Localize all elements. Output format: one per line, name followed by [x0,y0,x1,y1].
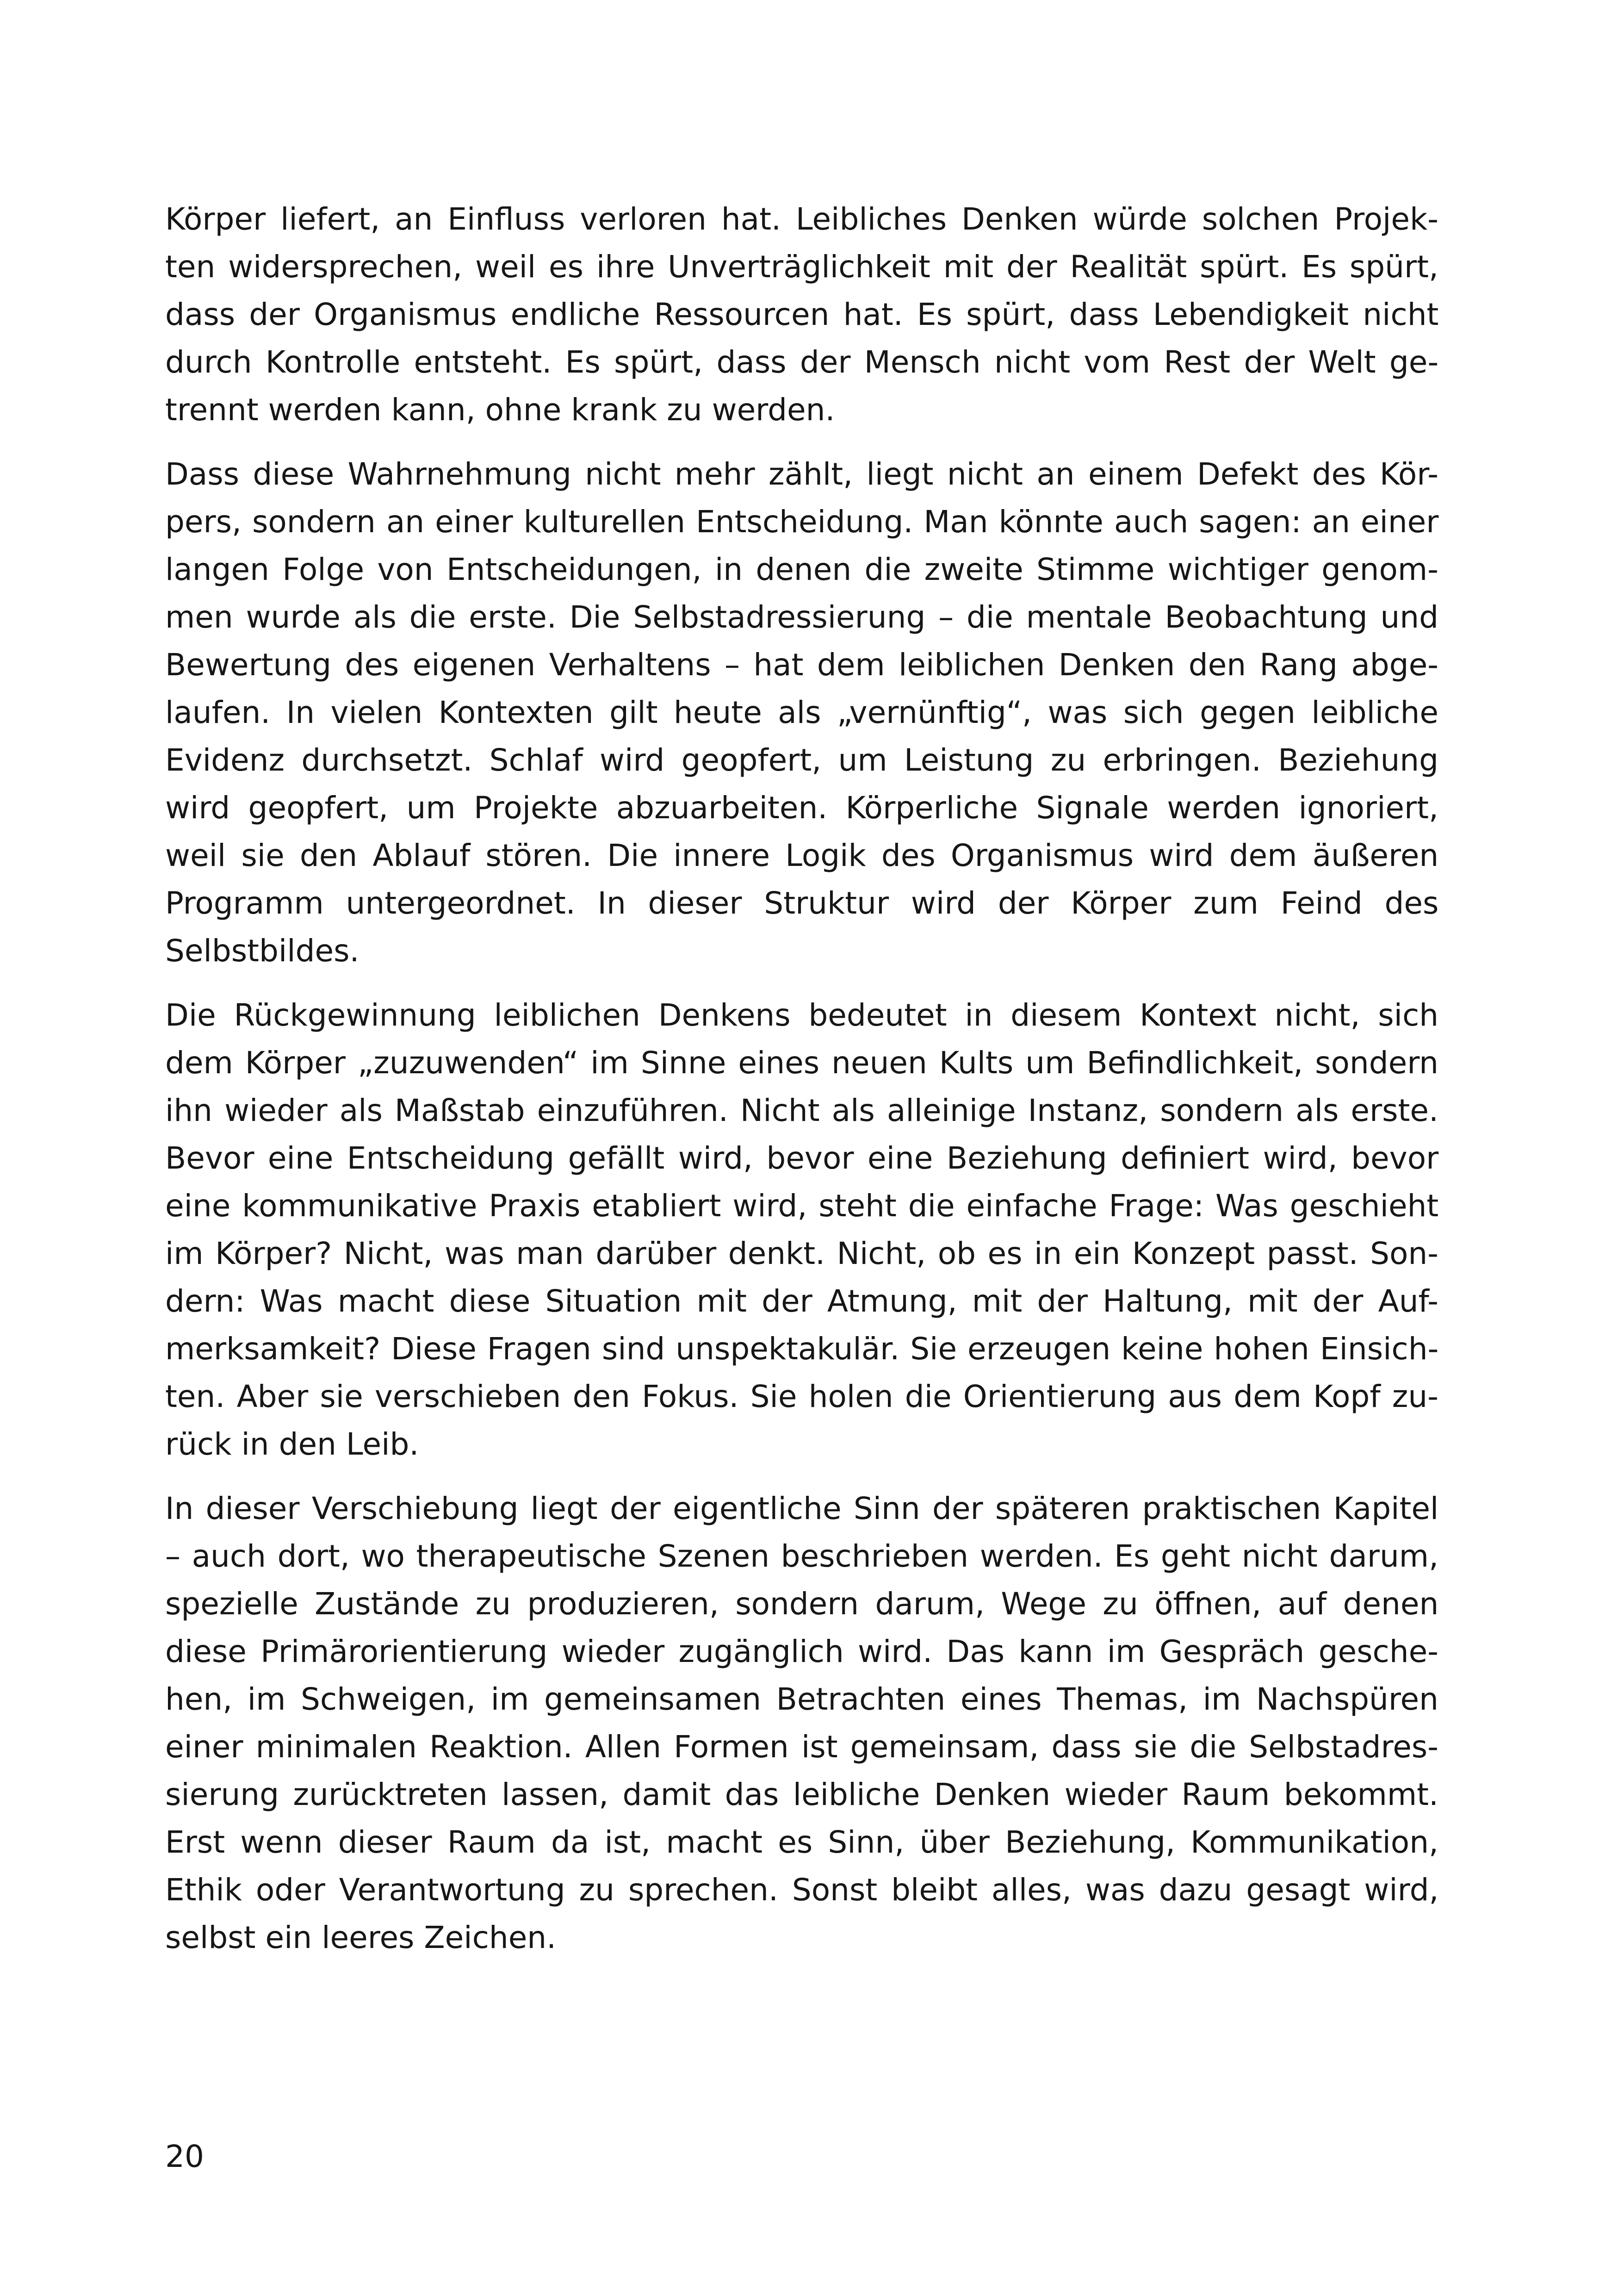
text-line: langen Folge von Entscheidungen, in denen die zweite Stimme wichtiger genom- [165,552,1438,587]
text-line: eine kommunikative Praxis etabliert wird, steht die einfache Frage: Was geschieht [165,1188,1439,1224]
text-line: – auch dort, wo therapeutische Szenen beschrieben werden. Es geht nicht darum, [165,1538,1439,1574]
text-line: trennt werden kann, ohne krank zu werden. [165,392,835,428]
paragraph-4 [165,1485,1438,1961]
text-line: ihn wieder als Maßstab einzuführen. Nicht als alleinige Instanz, sondern als erste. [165,1093,1439,1128]
paragraph-2 [165,450,1438,975]
text-line: selbst ein leeres Zeichen. [165,1920,557,1955]
text-line: diese Primärorientierung wieder zugänglich wird. Das kann im Gespräch gesche- [165,1634,1438,1669]
text-line: spezielle Zustände zu produzieren, sondern darum, Wege zu öffnen, auf denen [165,1586,1439,1622]
text-line: Programm untergeordnet. In dieser Struktur wird der Körper zum Feind des [165,885,1439,921]
text-line: laufen. In vielen Kontexten gilt heute als „vernünftig“, was sich gegen leibliche [165,695,1438,730]
text-line: einer minimalen Reaktion. Allen Formen ist gemeinsam, dass sie die Selbstadres- [165,1729,1438,1765]
text-line: Selbstbildes. [165,933,360,969]
text-line: Erst wenn dieser Raum da ist, macht es Sinn, über Beziehung, Kommunikation, [165,1824,1438,1860]
text-line: dass der Organismus endliche Ressourcen hat. Es spürt, dass Lebendigkeit nicht [165,297,1439,332]
text-line: Die Rückgewinnung leiblichen Denkens bedeutet in diesem Kontext nicht, sich [165,997,1439,1033]
text-line: hen, im Schweigen, im gemeinsamen Betrachten eines Themas, im Nachspüren [165,1681,1438,1717]
text-line: ten. Aber sie verschieben den Fokus. Sie holen die Orientierung aus dem Kopf zu- [165,1379,1438,1414]
body-text [165,195,1438,1978]
text-line: Ethik oder Verantwortung zu sprechen. Sonst bleibt alles, was dazu gesagt wird, [165,1872,1439,1908]
text-line: weil sie den Ablauf stören. Die innere Logik des Organismus wird dem äußeren [165,838,1439,873]
text-line: ten widersprechen, weil es ihre Unverträglichkeit mit der Realität spürt. Es spürt, [165,249,1438,285]
text-line: durch Kontrolle entsteht. Es spürt, dass der Mensch nicht vom Rest der Welt ge- [165,344,1439,380]
page-number: 20 [165,2139,204,2174]
text-line: wird geopfert, um Projekte abzuarbeiten. Körperliche Signale werden ignoriert, [165,790,1438,826]
text-line: Bewertung des eigenen Verhaltens – hat dem leiblichen Denken den Rang abge- [165,647,1438,683]
text-line: dem Körper „zuzuwenden“ im Sinne eines neuen Kults um Befindlichkeit, sondern [165,1045,1438,1081]
text-line: Körper liefert, an Einfluss verloren hat. Leibliches Denken würde solchen Projek- [165,201,1438,237]
text-line: Dass diese Wahrnehmung nicht mehr zählt, liegt nicht an einem Defekt des Kör- [165,456,1438,492]
text-line: Bevor eine Entscheidung gefällt wird, bevor eine Beziehung definiert wird, bevor [165,1140,1439,1176]
paragraph-3 [165,991,1438,1468]
text-line: In dieser Verschiebung liegt der eigentliche Sinn der späteren praktischen Kapitel [165,1491,1439,1526]
text-line: men wurde als die erste. Die Selbstadressierung – die mentale Beobachtung und [165,599,1438,635]
text-line: Evidenz durchsetzt. Schlaf wird geopfert, um Leistung zu erbringen. Beziehung [165,742,1438,778]
text-line: pers, sondern an einer kulturellen Entscheidung. Man könnte auch sagen: an einer [165,504,1439,540]
text-line: rück in den Leib. [165,1426,419,1462]
text-line: merksamkeit? Diese Fragen sind unspektakulär. Sie erzeugen keine hohen Einsich- [165,1331,1439,1367]
text-line: dern: Was macht diese Situation mit der Atmung, mit der Haltung, mit der Auf- [165,1283,1438,1319]
text-line: im Körper? Nicht, was man darüber denkt. Nicht, ob es in ein Konzept passt. Son- [165,1236,1438,1271]
text-line: sierung zurücktreten lassen, damit das leibliche Denken wieder Raum bekommt. [165,1777,1438,1812]
paragraph-1 [165,195,1438,434]
